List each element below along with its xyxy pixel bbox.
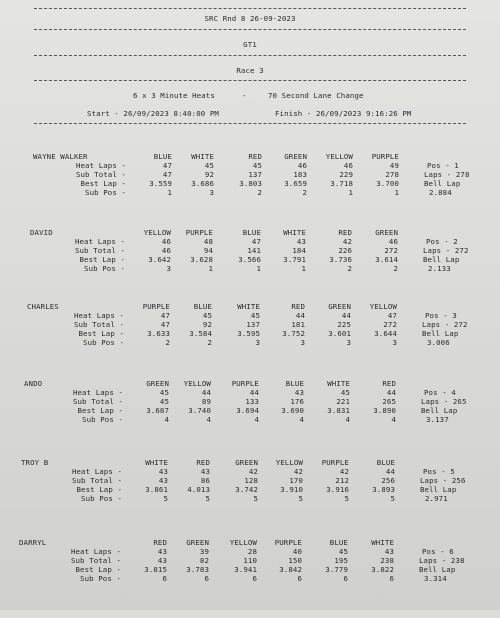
result-cell: 141: [247, 246, 261, 255]
result-cell: 47: [162, 161, 172, 170]
bell-lap-label: Bell Lap: [419, 565, 456, 574]
result-cell: 3.601: [328, 329, 351, 338]
row-label: Heat Laps -: [70, 547, 121, 556]
result-cell: 3.910: [280, 485, 303, 494]
result-cell: 3.941: [234, 565, 257, 574]
laps-summary: Laps - 272: [422, 320, 468, 329]
lane-color-header: YELLOW: [369, 302, 397, 311]
driver-name: WAYNE WALKER: [33, 152, 88, 161]
row-label: Sub Total -: [75, 170, 126, 179]
result-cell: 43: [158, 476, 168, 485]
row-label: Best Lap -: [76, 485, 122, 494]
result-cell: 2: [207, 338, 212, 347]
lane-color-header: YELLOW: [325, 152, 353, 161]
result-cell: 49: [389, 161, 399, 170]
lane-color-header: PURPLE: [371, 152, 399, 161]
lane-color-header: WHITE: [191, 152, 214, 161]
lane-color-header: RED: [338, 228, 352, 237]
result-cell: 28: [247, 547, 257, 556]
lane-color-header: YELLOW: [183, 379, 211, 388]
result-cell: 229: [339, 170, 353, 179]
row-label: Sub Pos -: [82, 415, 123, 424]
result-cell: 5: [298, 494, 303, 503]
row-label: Heat Laps -: [72, 388, 123, 397]
divider: [34, 80, 466, 81]
result-cell: 4.013: [187, 485, 210, 494]
result-cell: 238: [380, 556, 394, 565]
divider: [34, 8, 466, 9]
result-cell: 47: [160, 311, 170, 320]
result-cell: 181: [291, 320, 305, 329]
separator: -: [242, 91, 247, 100]
result-cell: 3.742: [235, 485, 258, 494]
result-cell: 221: [336, 397, 350, 406]
lane-color-header: BLUE: [285, 379, 304, 388]
result-cell: 3.584: [189, 329, 212, 338]
driver-block: [0, 379, 500, 459]
row-label: Heat Laps -: [73, 311, 124, 320]
result-cell: 3.779: [325, 565, 348, 574]
result-cell: 3.740: [188, 406, 211, 415]
result-cell: 3.633: [147, 329, 170, 338]
result-cell: 40: [292, 547, 302, 556]
lane-color-header: PURPLE: [274, 538, 302, 547]
laps-summary: Laps - 238: [419, 556, 465, 565]
row-label: Heat Laps -: [71, 467, 122, 476]
heats-info: 6 x 3 Minute Heats: [133, 91, 215, 100]
result-cell: 48: [203, 237, 213, 246]
result-cell: 3.659: [284, 179, 307, 188]
row-label: Sub Total -: [74, 246, 125, 255]
bell-lap-label: Bell Lap: [424, 179, 461, 188]
driver-block: [0, 458, 500, 538]
event-title: SRC Rnd 8 26-09-2023: [204, 14, 296, 23]
result-cell: 195: [334, 556, 348, 565]
result-cell: 42: [293, 467, 303, 476]
row-label: Best Lap -: [80, 179, 126, 188]
position-summary: Pos - 4: [424, 388, 456, 397]
result-cell: 3: [209, 188, 214, 197]
result-cell: 3.822: [371, 565, 394, 574]
result-cell: 3.752: [282, 329, 305, 338]
result-cell: 1: [167, 188, 172, 197]
result-cell: 43: [294, 388, 304, 397]
lane-color-header: RED: [153, 538, 167, 547]
result-cell: 6: [343, 574, 348, 583]
race-name: Race 3: [236, 66, 264, 75]
row-label: Sub Total -: [70, 556, 121, 565]
result-cell: 6: [162, 574, 167, 583]
bell-lap-value: 3.314: [424, 574, 447, 583]
result-cell: 43: [296, 237, 306, 246]
result-cell: 3.559: [149, 179, 172, 188]
result-cell: 44: [249, 388, 259, 397]
result-cell: 46: [388, 237, 398, 246]
driver-block: [0, 228, 500, 308]
driver-name: CHARLES: [27, 302, 59, 311]
result-cell: 46: [343, 161, 353, 170]
result-cell: 3.803: [239, 179, 262, 188]
result-cell: 3: [255, 338, 260, 347]
lane-color-header: WHITE: [283, 228, 306, 237]
result-cell: 3.642: [148, 255, 171, 264]
result-cell: 42: [339, 467, 349, 476]
result-cell: 5: [253, 494, 258, 503]
result-cell: 3.783: [186, 565, 209, 574]
laps-summary: Laps - 278: [424, 170, 470, 179]
result-cell: 43: [200, 467, 210, 476]
result-cell: 3: [346, 338, 351, 347]
lane-color-header: RED: [248, 152, 262, 161]
result-cell: 3.694: [236, 406, 259, 415]
finish-time: Finish - 26/09/2023 9:16:26 PM: [275, 109, 412, 118]
result-cell: 92: [204, 170, 214, 179]
result-cell: 150: [288, 556, 302, 565]
lane-color-header: GREEN: [146, 379, 169, 388]
result-cell: 3.916: [326, 485, 349, 494]
group-name: GT1: [243, 40, 257, 49]
row-label: Best Lap -: [78, 329, 124, 338]
lane-color-header: BLUE: [376, 458, 395, 467]
result-cell: 43: [384, 547, 394, 556]
bell-lap-value: 2.971: [425, 494, 448, 503]
result-cell: 45: [340, 388, 350, 397]
lane-color-header: GREEN: [235, 458, 258, 467]
lane-color-header: RED: [382, 379, 396, 388]
result-cell: 3.791: [283, 255, 306, 264]
result-cell: 43: [157, 556, 167, 565]
result-cell: 46: [161, 246, 171, 255]
lane-color-header: RED: [291, 302, 305, 311]
bell-lap-label: Bell Lap: [421, 406, 458, 415]
result-cell: 3.595: [237, 329, 260, 338]
result-cell: 137: [248, 170, 262, 179]
result-cell: 3.700: [376, 179, 399, 188]
row-label: Sub Total -: [71, 476, 122, 485]
result-cell: 44: [341, 311, 351, 320]
result-cell: 4: [391, 415, 396, 424]
result-cell: 3: [166, 264, 171, 273]
result-cell: 45: [250, 311, 260, 320]
result-cell: 2: [257, 188, 262, 197]
lane-color-header: WHITE: [327, 379, 350, 388]
bell-lap-value: 3.137: [426, 415, 449, 424]
bell-lap-label: Bell Lap: [423, 255, 460, 264]
result-cell: 45: [159, 397, 169, 406]
bell-lap-value: 2.133: [428, 264, 451, 273]
result-cell: 272: [383, 320, 397, 329]
lane-color-header: RED: [196, 458, 210, 467]
result-cell: 47: [160, 320, 170, 329]
result-cell: 225: [337, 320, 351, 329]
result-cell: 42: [248, 467, 258, 476]
result-cell: 92: [202, 320, 212, 329]
row-label: Best Lap -: [77, 406, 123, 415]
bell-lap-value: 2.884: [429, 188, 452, 197]
result-cell: 110: [243, 556, 257, 565]
lane-color-header: YELLOW: [229, 538, 257, 547]
result-cell: 3.861: [145, 485, 168, 494]
result-cell: 3.815: [144, 565, 167, 574]
result-cell: 2: [393, 264, 398, 273]
lane-color-header: GREEN: [186, 538, 209, 547]
result-cell: 46: [161, 237, 171, 246]
result-cell: 3.628: [190, 255, 213, 264]
lane-color-header: PURPLE: [142, 302, 170, 311]
result-cell: 2: [302, 188, 307, 197]
row-label: Heat Laps -: [74, 237, 125, 246]
result-cell: 47: [162, 170, 172, 179]
result-cell: 45: [252, 161, 262, 170]
result-cell: 3.687: [146, 406, 169, 415]
row-label: Best Lap -: [79, 255, 125, 264]
result-cell: 3.736: [329, 255, 352, 264]
result-cell: 278: [385, 170, 399, 179]
divider: [34, 123, 466, 124]
result-cell: 94: [203, 246, 213, 255]
row-label: Best Lap -: [75, 565, 121, 574]
result-cell: 3.718: [330, 179, 353, 188]
result-cell: 184: [292, 246, 306, 255]
lane-color-header: GREEN: [284, 152, 307, 161]
lane-color-header: BLUE: [153, 152, 172, 161]
result-cell: 1: [208, 264, 213, 273]
result-cell: 2: [165, 338, 170, 347]
row-label: Heat Laps -: [75, 161, 126, 170]
lane-color-header: WHITE: [145, 458, 168, 467]
lane-color-header: GREEN: [328, 302, 351, 311]
result-cell: 47: [387, 311, 397, 320]
result-cell: 137: [246, 320, 260, 329]
result-cell: 226: [338, 246, 352, 255]
result-cell: 272: [384, 246, 398, 255]
laps-summary: Laps - 272: [423, 246, 469, 255]
result-cell: 45: [204, 161, 214, 170]
result-cell: 4: [345, 415, 350, 424]
driver-block: [0, 538, 500, 618]
position-summary: Pos - 2: [426, 237, 458, 246]
result-cell: 45: [159, 388, 169, 397]
bell-lap-value: 3.006: [427, 338, 450, 347]
row-label: Sub Total -: [73, 320, 124, 329]
result-cell: 86: [200, 476, 210, 485]
driver-name: ANDO: [24, 379, 43, 388]
driver-block: [0, 302, 500, 382]
result-cell: 1: [348, 188, 353, 197]
row-label: Sub Pos -: [80, 574, 121, 583]
laps-summary: Laps - 265: [421, 397, 467, 406]
lane-color-header: YELLOW: [143, 228, 171, 237]
divider: [34, 29, 466, 30]
position-summary: Pos - 3: [425, 311, 457, 320]
result-cell: 1: [301, 264, 306, 273]
result-cell: 5: [163, 494, 168, 503]
result-cell: 89: [201, 397, 211, 406]
bell-lap-label: Bell Lap: [422, 329, 459, 338]
row-label: Sub Pos -: [81, 494, 122, 503]
result-cell: 43: [158, 467, 168, 476]
laps-summary: Laps - 256: [420, 476, 466, 485]
driver-name: DAVID: [30, 228, 53, 237]
result-cell: 3.842: [279, 565, 302, 574]
result-cell: 170: [289, 476, 303, 485]
position-summary: Pos - 5: [423, 467, 455, 476]
driver-name: TROY B: [21, 458, 49, 467]
result-cell: 6: [389, 574, 394, 583]
lane-color-header: BLUE: [193, 302, 212, 311]
lane-change-info: 70 Second Lane Change: [268, 91, 364, 100]
result-cell: 44: [295, 311, 305, 320]
result-cell: 183: [293, 170, 307, 179]
lane-color-header: BLUE: [329, 538, 348, 547]
result-cell: 3: [300, 338, 305, 347]
result-cell: 46: [297, 161, 307, 170]
result-cell: 4: [164, 415, 169, 424]
row-label: Sub Pos -: [83, 338, 124, 347]
result-cell: 265: [382, 397, 396, 406]
driver-block: [0, 152, 500, 232]
result-cell: 39: [199, 547, 209, 556]
result-cell: 3.614: [375, 255, 398, 264]
result-cell: 1: [394, 188, 399, 197]
result-cell: 6: [252, 574, 257, 583]
lane-color-header: YELLOW: [275, 458, 303, 467]
result-cell: 6: [204, 574, 209, 583]
result-cell: 256: [381, 476, 395, 485]
result-cell: 5: [205, 494, 210, 503]
result-cell: 45: [202, 311, 212, 320]
result-cell: 3.893: [372, 485, 395, 494]
result-cell: 5: [390, 494, 395, 503]
result-cell: 3.644: [374, 329, 397, 338]
result-cell: 128: [244, 476, 258, 485]
result-cell: 4: [299, 415, 304, 424]
lane-color-header: WHITE: [371, 538, 394, 547]
bell-lap-label: Bell Lap: [420, 485, 457, 494]
result-cell: 176: [290, 397, 304, 406]
lane-color-header: PURPLE: [321, 458, 349, 467]
start-time: Start - 26/09/2023 8:40:00 PM: [87, 109, 219, 118]
result-cell: 3.686: [191, 179, 214, 188]
lane-color-header: PURPLE: [231, 379, 259, 388]
row-label: Sub Pos -: [85, 188, 126, 197]
lane-color-header: WHITE: [237, 302, 260, 311]
divider: [34, 55, 466, 56]
result-cell: 44: [201, 388, 211, 397]
result-cell: 44: [386, 388, 396, 397]
result-cell: 45: [338, 547, 348, 556]
result-cell: 1: [256, 264, 261, 273]
result-cell: 5: [344, 494, 349, 503]
row-label: Sub Pos -: [84, 264, 125, 273]
driver-name: DARRYL: [19, 538, 47, 547]
result-cell: 3.890: [373, 406, 396, 415]
result-cell: 43: [157, 547, 167, 556]
lane-color-header: BLUE: [242, 228, 261, 237]
lane-color-header: PURPLE: [185, 228, 213, 237]
result-cell: 4: [206, 415, 211, 424]
row-label: Sub Total -: [72, 397, 123, 406]
position-summary: Pos - 1: [427, 161, 459, 170]
result-cell: 133: [245, 397, 259, 406]
result-cell: 82: [199, 556, 209, 565]
result-cell: 44: [385, 467, 395, 476]
result-cell: 47: [251, 237, 261, 246]
result-cell: 42: [342, 237, 352, 246]
result-cell: 3.690: [281, 406, 304, 415]
result-cell: 3.566: [238, 255, 261, 264]
result-cell: 4: [254, 415, 259, 424]
result-cell: 3.831: [327, 406, 350, 415]
result-cell: 3: [392, 338, 397, 347]
position-summary: Pos - 6: [422, 547, 454, 556]
lane-color-header: GREEN: [375, 228, 398, 237]
result-cell: 2: [347, 264, 352, 273]
result-cell: 212: [335, 476, 349, 485]
result-cell: 6: [297, 574, 302, 583]
